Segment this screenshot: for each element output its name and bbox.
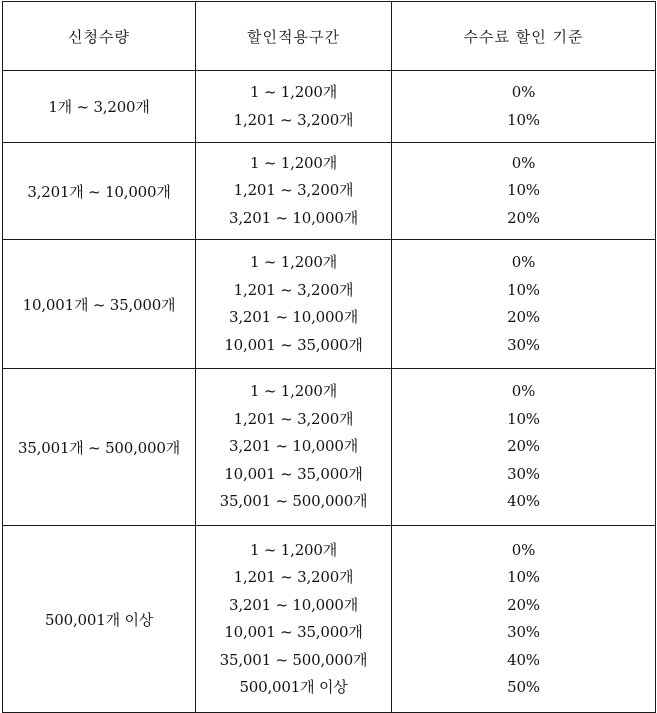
- discount-line: 10%: [507, 409, 540, 428]
- header-discount: 수수료 할인 기준: [392, 2, 656, 71]
- discount-line: 10%: [507, 110, 540, 129]
- fee-discount-table: [2, 1, 656, 713]
- range-line: 35,001 ~ 500,000개: [219, 492, 368, 511]
- discount-line: 20%: [507, 437, 540, 456]
- range-line: 10,001 ~ 35,000개: [224, 623, 363, 641]
- quantity-cell: 1개 ~ 3,200개: [3, 71, 196, 143]
- quantity-cell: 500,001개 이상: [3, 526, 196, 713]
- quantity-cell: 10,001개 ~ 35,000개: [3, 240, 196, 369]
- range-line: 35,001 ~ 500,000개: [219, 650, 368, 669]
- table-row: [3, 71, 656, 143]
- range-cell: [196, 369, 392, 526]
- range-line: 1 ~ 1,200개: [249, 83, 338, 101]
- range-line: 3,201 ~ 10,000개: [228, 437, 359, 456]
- quantity-cell: 3,201개 ~ 10,000개: [3, 143, 196, 240]
- range-line: 1,201 ~ 3,200개: [233, 181, 354, 200]
- header-quantity: 신청수량: [3, 2, 196, 71]
- table-row: [3, 369, 656, 526]
- range-line: 3,201 ~ 10,000개: [228, 308, 359, 326]
- discount-line: 20%: [507, 208, 540, 227]
- range-line: 1 ~ 1,200개: [249, 253, 338, 271]
- discount-cell: [392, 369, 656, 526]
- discount-cell: [392, 526, 656, 713]
- range-line: 500,001개 이상: [239, 678, 348, 696]
- range-line: 1,201 ~ 3,200개: [233, 409, 354, 428]
- range-line: 1 ~ 1,200개: [249, 382, 338, 401]
- quantity-cell: 35,001개 ~ 500,000개: [3, 369, 196, 526]
- table-row: [3, 143, 656, 240]
- range-line: 1 ~ 1,200개: [249, 153, 338, 172]
- discount-line: 30%: [507, 464, 540, 483]
- discount-cell: [392, 71, 656, 143]
- discount-line: 20%: [507, 595, 540, 614]
- discount-line: 20%: [507, 308, 540, 326]
- range-cell: [196, 240, 392, 369]
- range-line: 1 ~ 1,200개: [249, 540, 338, 559]
- discount-line: 10%: [507, 280, 540, 299]
- range-cell: [196, 143, 392, 240]
- discount-cell: [392, 240, 656, 369]
- range-line: 3,201 ~ 10,000개: [228, 208, 359, 227]
- range-line: 1,201 ~ 3,200개: [233, 568, 354, 586]
- discount-line: 0%: [511, 153, 536, 172]
- table-row: [3, 240, 656, 369]
- range-line: 3,201 ~ 10,000개: [228, 595, 359, 614]
- discount-line: 40%: [507, 492, 540, 511]
- range-cell: [196, 526, 392, 713]
- range-line: 1,201 ~ 3,200개: [233, 280, 354, 299]
- discount-line: 0%: [511, 540, 536, 559]
- discount-cell: [392, 143, 656, 240]
- discount-line: 10%: [507, 568, 540, 586]
- discount-line: 0%: [511, 83, 536, 101]
- discount-line: 30%: [507, 623, 540, 641]
- discount-line: 10%: [507, 181, 540, 200]
- header-row: [3, 2, 656, 71]
- discount-line: 50%: [507, 678, 540, 696]
- discount-line: 0%: [511, 382, 536, 401]
- range-line: 10,001 ~ 35,000개: [224, 335, 363, 354]
- range-line: 10,001 ~ 35,000개: [224, 464, 363, 483]
- header-range: 할인적용구간: [196, 2, 392, 71]
- range-line: 1,201 ~ 3,200개: [233, 110, 354, 129]
- discount-line: 0%: [511, 253, 536, 271]
- table-row: [3, 526, 656, 713]
- discount-line: 40%: [507, 650, 540, 669]
- range-cell: [196, 71, 392, 143]
- discount-line: 30%: [507, 335, 540, 354]
